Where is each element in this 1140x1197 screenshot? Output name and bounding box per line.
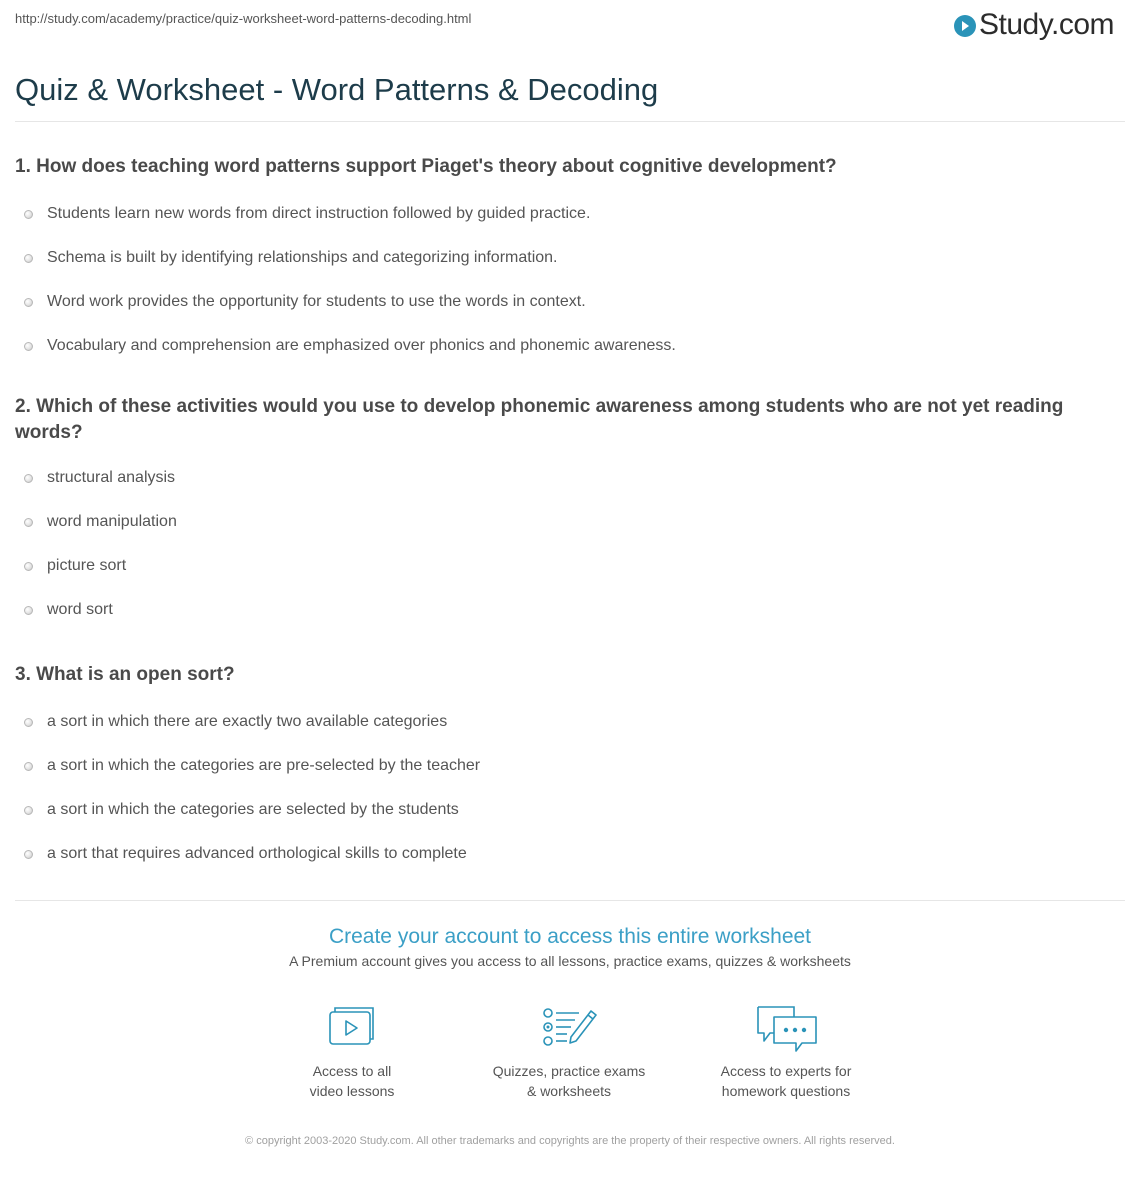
answer-label: word sort xyxy=(47,601,113,618)
radio-button[interactable] xyxy=(24,762,33,771)
feature-label-line: Access to all xyxy=(312,1063,392,1079)
feature-experts xyxy=(686,1003,886,1101)
answer-list xyxy=(15,192,1110,368)
answer-option[interactable] xyxy=(15,500,1110,544)
study-logo[interactable] xyxy=(954,8,1114,42)
radio-button[interactable] xyxy=(24,518,33,527)
answer-label: structural analysis xyxy=(47,469,176,486)
answer-option[interactable] xyxy=(15,700,1110,744)
answer-label: word manipulation xyxy=(47,513,177,530)
answer-label: Vocabulary and comprehension are emphasized over phonics and phonemic awareness. xyxy=(47,337,676,354)
radio-button[interactable] xyxy=(24,806,33,815)
question-text: 3. What is an open sort? xyxy=(15,664,235,685)
answer-label: Students learn new words from direct instruction followed by guided practice. xyxy=(47,205,591,222)
answer-option[interactable] xyxy=(15,544,1110,588)
answer-label: Schema is built by identifying relationships and categorizing information. xyxy=(47,249,558,266)
answer-label: a sort in which the categories are pre-selected by the teacher xyxy=(47,757,481,774)
answer-label: picture sort xyxy=(47,557,127,574)
feature-label xyxy=(252,1061,452,1101)
quiz-checklist-icon xyxy=(541,1003,597,1049)
feature-label-line: video lessons xyxy=(309,1083,395,1099)
copyright-notice: © copyright 2003-2020 Study.com. All other trademarks and copyrights are the property of their respective owners. All rights reserved. xyxy=(245,1135,895,1147)
answer-label: a sort in which the categories are selected by the students xyxy=(47,801,459,818)
chat-bubbles-icon xyxy=(754,1003,818,1053)
answer-option[interactable] xyxy=(15,192,1110,236)
answer-option[interactable] xyxy=(15,588,1110,632)
answer-list xyxy=(15,456,1110,632)
title-divider xyxy=(15,121,1125,122)
create-account-link[interactable]: Create your account to access this entire worksheet xyxy=(328,925,812,948)
promo-divider xyxy=(15,900,1125,901)
answer-option[interactable] xyxy=(15,832,1110,876)
video-lessons-icon xyxy=(326,1003,378,1049)
radio-button[interactable] xyxy=(24,298,33,307)
radio-button[interactable] xyxy=(24,254,33,263)
answer-list xyxy=(15,700,1110,876)
radio-button[interactable] xyxy=(24,850,33,859)
feature-video-lessons xyxy=(252,1003,452,1101)
question-2 xyxy=(15,394,1110,632)
feature-label-line: Access to experts for xyxy=(720,1063,852,1079)
answer-label: a sort that requires advanced orthological skills to complete xyxy=(47,845,467,862)
answer-option[interactable] xyxy=(15,280,1110,324)
question-1 xyxy=(15,154,1110,368)
radio-button[interactable] xyxy=(24,562,33,571)
promo-subtitle: A Premium account gives you access to all lessons, practice exams, quizzes & worksheets xyxy=(289,953,851,969)
answer-label: Word work provides the opportunity for students to use the words in context. xyxy=(47,293,586,310)
page-url: http://study.com/academy/practice/quiz-worksheet-word-patterns-decoding.html xyxy=(15,11,472,26)
answer-option[interactable] xyxy=(15,456,1110,500)
answer-label: a sort in which there are exactly two available categories xyxy=(47,713,448,730)
feature-label-line: & worksheets xyxy=(526,1083,612,1099)
answer-option[interactable] xyxy=(15,236,1110,280)
radio-button[interactable] xyxy=(24,342,33,351)
logo-text: Study.com xyxy=(979,8,1114,41)
radio-button[interactable] xyxy=(24,606,33,615)
question-text: 1. How does teaching word patterns support Piaget's theory about cognitive development? xyxy=(15,156,837,177)
feature-label-line: Quizzes, practice exams xyxy=(492,1063,646,1079)
feature-quizzes xyxy=(469,1003,669,1101)
answer-option[interactable] xyxy=(15,788,1110,832)
top-bar xyxy=(0,0,1140,50)
radio-button[interactable] xyxy=(24,474,33,483)
feature-label-line: homework questions xyxy=(721,1083,851,1099)
answer-option[interactable] xyxy=(15,744,1110,788)
answer-option[interactable] xyxy=(15,324,1110,368)
play-icon xyxy=(954,15,976,37)
radio-button[interactable] xyxy=(24,210,33,219)
feature-label xyxy=(686,1061,886,1101)
question-text: 2. Which of these activities would you use to develop phonemic awareness among students who are not yet reading words? xyxy=(15,396,1064,443)
radio-button[interactable] xyxy=(24,718,33,727)
question-3 xyxy=(15,662,1110,876)
page-title: Quiz & Worksheet - Word Patterns & Decoding xyxy=(15,72,659,107)
feature-label xyxy=(469,1061,669,1101)
